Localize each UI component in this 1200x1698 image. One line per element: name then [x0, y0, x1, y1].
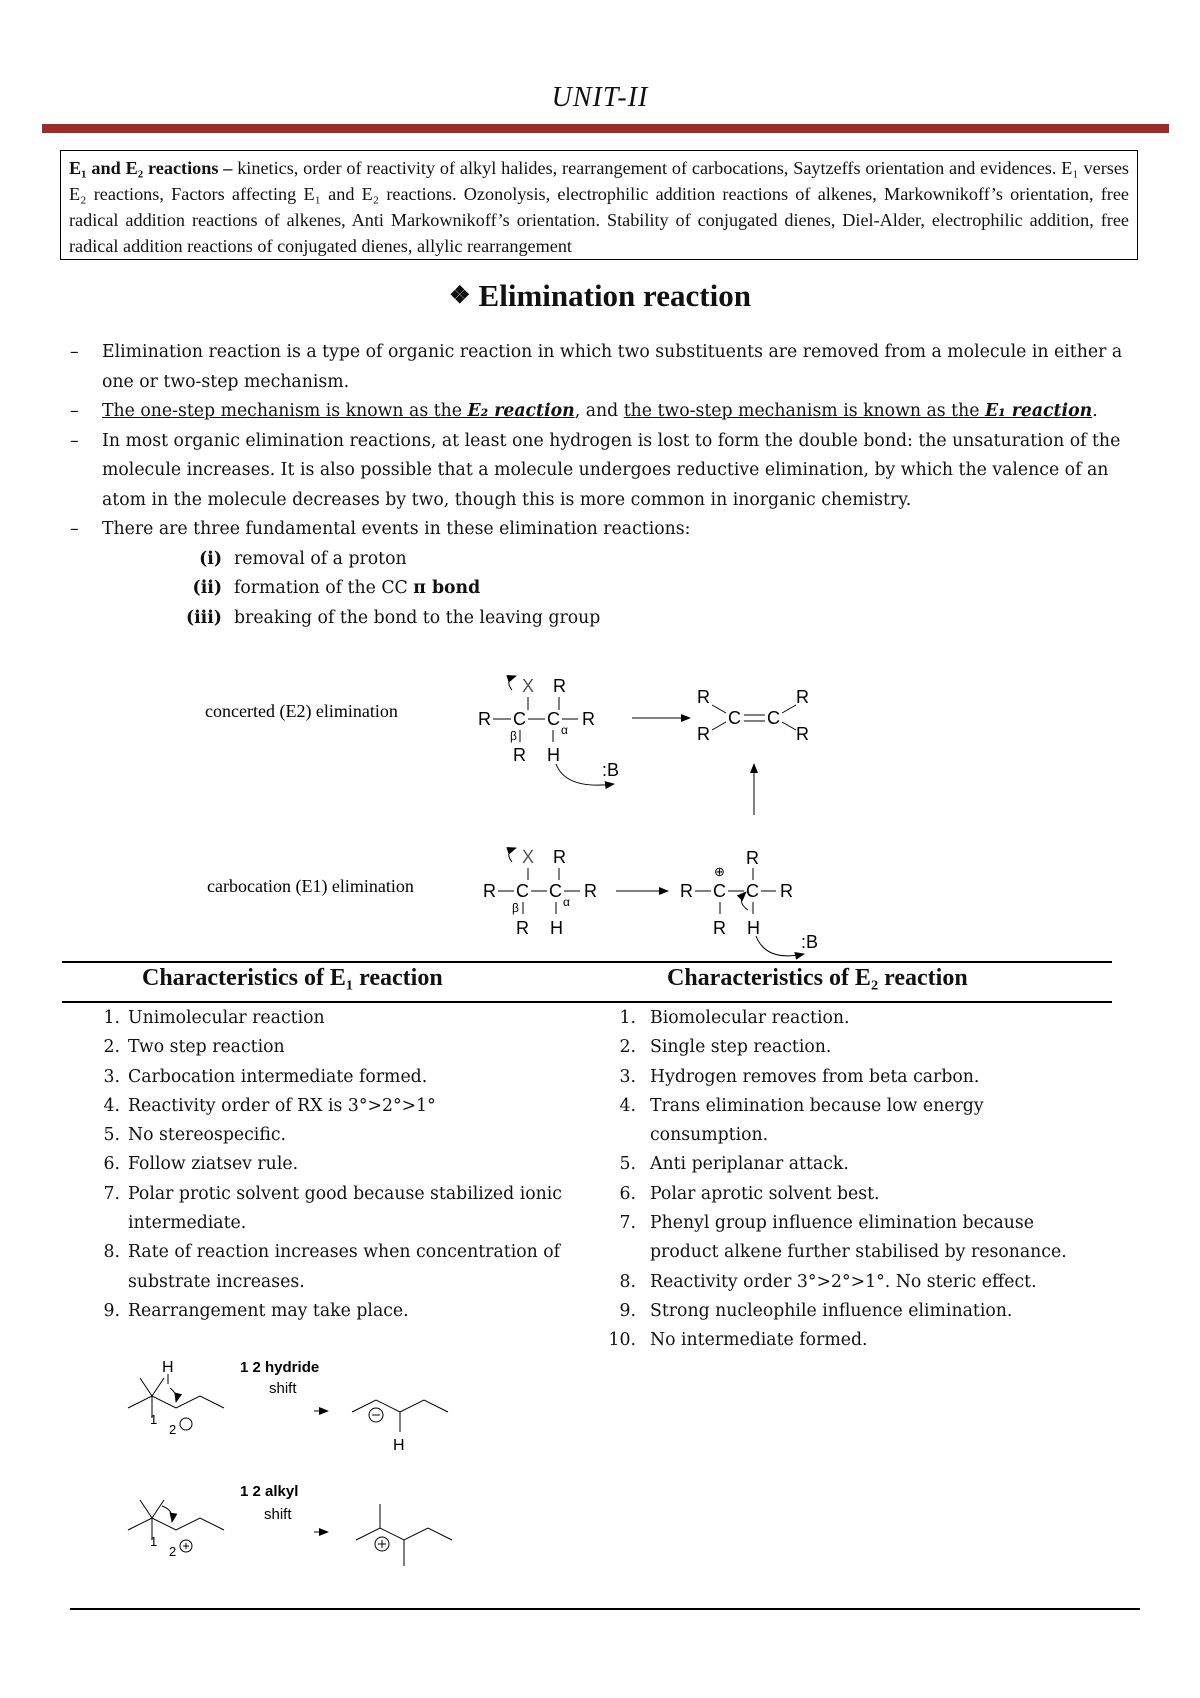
alkyl-shift-scheme [128, 1483, 452, 1566]
base-label: :B [801, 932, 819, 952]
base-label: :B [602, 760, 620, 780]
syllabus-text: kinetics, order of reactivity of alkyl halides, rearrangement of carbocations, Saytzeffs orientation and evidences. E₁ verses E₂ reactions, Factors affecting E₁ and E₂ reactions. Ozonolysis, electrophilic addition reactions of alkenes, Markownikoff’s orientation, free radical addition reactions of alkenes, Anti Markownikoff’s orientation. Stability of conjugated dienes, Diel-Alder, electrophilic addition, free radical addition reactions of conjugated dienes, allylic rearrangement [69, 158, 1129, 256]
e1-reactant [483, 847, 597, 938]
svg-text:R: R [483, 881, 496, 901]
svg-text:R: R [713, 918, 726, 938]
e1-column-heading: Characteristics of E₁ reaction [142, 965, 443, 991]
svg-text:C: C [713, 881, 726, 901]
e2-characteristics-list [592, 1004, 1092, 1356]
svg-text:R: R [582, 709, 595, 729]
svg-text:C: C [513, 709, 526, 729]
svg-text:R: R [746, 848, 759, 868]
section-title: Elimination reaction [478, 278, 751, 313]
list-item: 3. Hydrogen removes from beta carbon. [619, 1066, 980, 1087]
list-item: 1. Unimolecular reaction [103, 1008, 325, 1028]
alkyl-label: 1 2 alkyl [240, 1483, 299, 1500]
svg-text:X: X [522, 847, 535, 867]
svg-text:R: R [796, 687, 809, 707]
list-item: 7. Polar protic solvent good because stabilized ionic intermediate. [103, 1183, 562, 1234]
hydride-label: shift [269, 1380, 297, 1397]
dash-icon: – [70, 519, 79, 539]
svg-text:C: C [547, 709, 560, 729]
svg-text:C: C [728, 708, 741, 728]
list-item: 8. Rate of reaction increases when concentration of substrate increases. [103, 1242, 561, 1292]
e2-reactant [478, 676, 614, 785]
event-number: (i) [199, 548, 222, 569]
list-item: 3. Carbocation intermediate formed. [103, 1066, 428, 1087]
svg-text:R: R [680, 881, 693, 901]
svg-text:X: X [522, 676, 535, 696]
e1-term: E₁ reaction [984, 401, 1093, 421]
list-item: 1. Biomolecular reaction. [619, 1008, 850, 1028]
svg-text:R: R [780, 881, 793, 901]
svg-text:1: 1 [150, 1412, 158, 1427]
bullet-text-underlined: the two-step mechanism is known as the [623, 401, 985, 421]
svg-text:R: R [516, 918, 529, 938]
svg-text:C: C [549, 881, 562, 901]
svg-text:α: α [563, 895, 570, 909]
svg-text:1: 1 [150, 1534, 158, 1549]
svg-text:2: 2 [169, 1422, 177, 1437]
e2-label: concerted (E2) elimination [205, 701, 398, 721]
svg-text:⊕: ⊕ [714, 864, 725, 879]
list-item: 7. Phenyl group influence elimination because product alkene further stabilised by resonance. [619, 1213, 1067, 1263]
carbocation-intermediate [680, 848, 804, 956]
list-item: 5. Anti periplanar attack. [619, 1154, 849, 1175]
svg-text:R: R [697, 724, 710, 744]
event-text: removal of a proton [234, 548, 407, 569]
e2-term: E₂ reaction [467, 401, 575, 421]
alkyl-label: shift [264, 1506, 292, 1523]
svg-text:R: R [553, 676, 566, 696]
svg-text:β: β [510, 729, 517, 743]
bullet-text-underlined: The one-step mechanism is known as the [102, 401, 468, 421]
hydride-label: 1 2 hydride [240, 1359, 320, 1376]
svg-text:β: β [512, 901, 519, 915]
svg-text:R: R [697, 687, 710, 707]
svg-text:R: R [584, 881, 597, 901]
svg-text:R: R [513, 745, 526, 765]
svg-text:C: C [746, 881, 759, 901]
svg-text:H: H [550, 918, 563, 938]
diamond-bullet-icon: ❖ [449, 283, 471, 309]
list-item: 6. Follow ziatsev rule. [103, 1154, 299, 1175]
list-item: 9. Strong nucleophile influence elimination. [619, 1300, 1013, 1321]
event-number: (ii) [192, 578, 222, 598]
event-number: (iii) [185, 607, 222, 628]
bullet-text: Elimination reaction is a type of organic reaction in which two substituents are removed from a molecule in either a one or two-step mechanism. [102, 342, 1123, 392]
dash-icon: – [70, 401, 79, 421]
list-item: 4. Reactivity order of RX is 3°>2°>1° [103, 1095, 436, 1116]
dash-icon: – [70, 342, 79, 362]
bullet-text: There are three fundamental events in these elimination reactions: [102, 519, 691, 539]
bullet-text: . [1092, 401, 1098, 421]
list-item: 4. Trans elimination because low energy consumption. [619, 1095, 984, 1146]
svg-text:H: H [547, 745, 560, 765]
footer-rule [70, 1608, 1140, 1610]
bullet-text: , and [574, 401, 624, 421]
svg-text:C: C [767, 708, 780, 728]
event-text: formation of the CC π bond [234, 578, 481, 598]
list-item: 2. Single step reaction. [619, 1037, 832, 1058]
hydride-shift-scheme [128, 1359, 448, 1454]
dash-icon: – [70, 430, 79, 451]
bullet-text: In most organic elimination reactions, at least one hydrogen is lost to form the double bond: the unsaturation of the molecule increases. It is also possible that a molecule undergoes reductive elimination, by which the valence of an atom in the molecule decreases by two, though this is more common in inorganic chemistry. [102, 430, 1121, 510]
table-header-rule [62, 1001, 1112, 1003]
e2-column-heading: Characteristics of E₂ reaction [667, 965, 968, 991]
list-item: 6. Polar aprotic solvent best. [619, 1183, 880, 1204]
svg-text:α: α [561, 723, 568, 737]
svg-text:H: H [393, 1437, 405, 1454]
list-item: 8. Reactivity order 3°>2°>1°. No steric effect. [619, 1271, 1037, 1292]
list-item: 2. Two step reaction [103, 1037, 285, 1058]
alkene-product [697, 687, 809, 744]
page-title: UNIT-II [551, 82, 649, 113]
syllabus-topic: E₁ and E₂ reactions – [69, 158, 233, 178]
svg-text:2: 2 [169, 1544, 177, 1559]
event-text: breaking of the bond to the leaving group [234, 607, 601, 628]
e1-label: carbocation (E1) elimination [207, 876, 414, 896]
svg-text:H: H [162, 1359, 174, 1376]
list-item: 5. No stereospecific. [103, 1125, 287, 1146]
list-item: 10. No intermediate formed. [608, 1330, 868, 1351]
svg-text:R: R [478, 709, 491, 729]
list-item: 9. Rearrangement may take place. [103, 1300, 409, 1321]
svg-text:R: R [796, 724, 809, 744]
e1-characteristics-list [86, 1004, 566, 1326]
table-top-rule [62, 961, 1112, 963]
svg-text:H: H [747, 918, 760, 938]
svg-text:R: R [553, 847, 566, 867]
svg-text:C: C [516, 881, 529, 901]
